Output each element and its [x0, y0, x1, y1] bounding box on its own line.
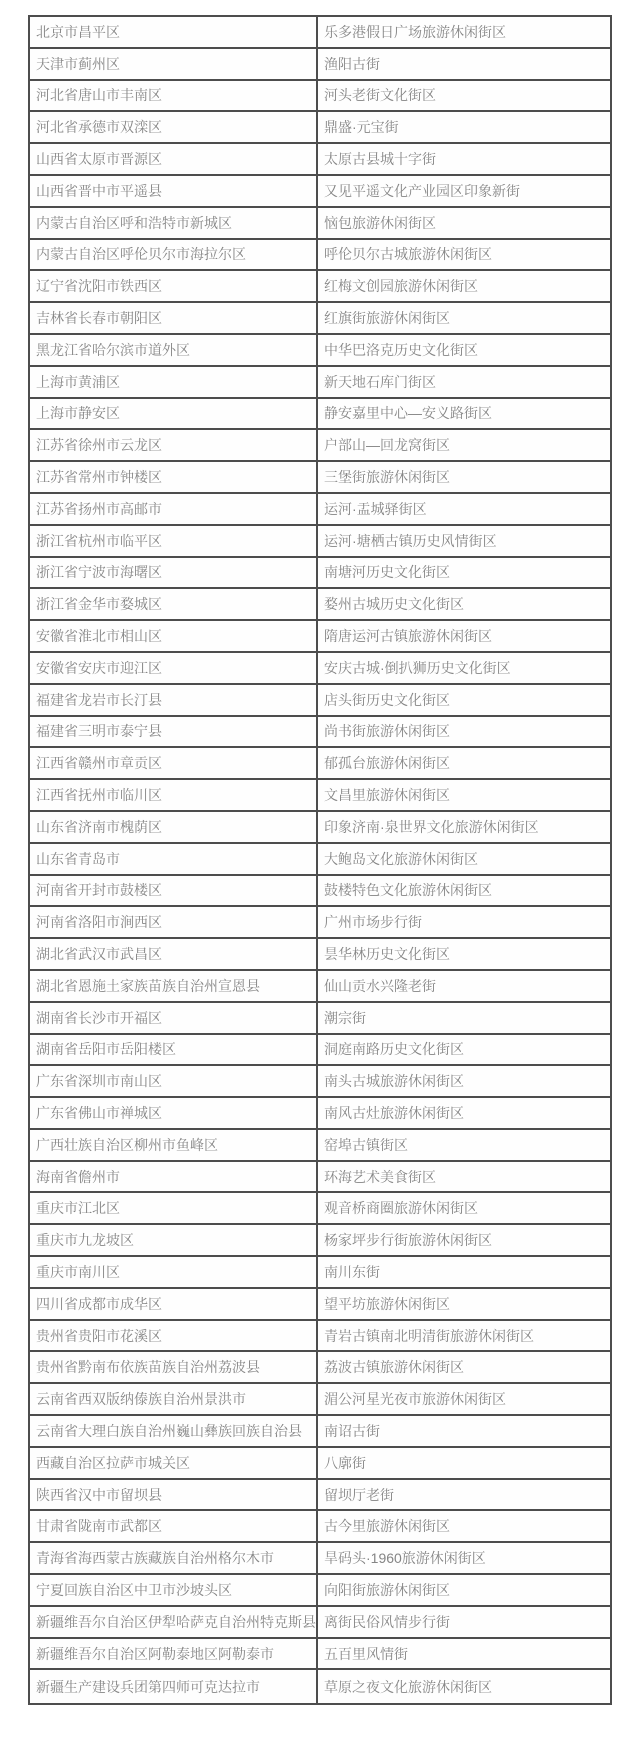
- table-row: [30, 1162, 610, 1194]
- region-cell: 贵州省黔南布依族苗族自治州荔波县: [30, 1352, 318, 1382]
- street-cell: 南头古城旅游休闲街区: [324, 1073, 464, 1090]
- region-cell: 贵州省贵阳市花溪区: [30, 1321, 318, 1351]
- street-cell: 河头老街文化街区: [324, 87, 436, 104]
- street-cell: 南塘河历史文化街区: [324, 564, 450, 581]
- table-row: [30, 844, 610, 876]
- table-row: [30, 907, 610, 939]
- street-cell: 望平坊旅游休闲街区: [324, 1295, 450, 1312]
- region-cell: 新疆维吾尔自治区伊犁哈萨克自治州特克斯县: [30, 1607, 318, 1637]
- region-cell: 海南省儋州市: [30, 1162, 318, 1192]
- region-cell: 陕西省汉中市留坝县: [30, 1480, 318, 1510]
- streets-table-body: [30, 17, 610, 1703]
- street-cell: 旱码头·1960旅游休闲街区: [324, 1550, 486, 1567]
- street-cell: 鼓楼特色文化旅游休闲街区: [324, 882, 492, 899]
- table-row: [30, 1480, 610, 1512]
- region-cell: 上海市黄浦区: [30, 367, 318, 397]
- street-cell: 尚书街旅游休闲街区: [324, 723, 450, 740]
- street-cell: 隋唐运河古镇旅游休闲街区: [324, 628, 492, 645]
- table-row: [30, 462, 610, 494]
- table-row: [30, 1257, 610, 1289]
- region-cell: 浙江省杭州市临平区: [30, 526, 318, 556]
- street-cell: 三堡街旅游休闲街区: [324, 469, 450, 486]
- street-cell: 文昌里旅游休闲街区: [324, 787, 450, 804]
- region-cell: 重庆市南川区: [30, 1257, 318, 1287]
- region-cell: 江西省赣州市章贡区: [30, 748, 318, 778]
- table-row: [30, 589, 610, 621]
- street-cell: 广州市场步行街: [324, 914, 422, 931]
- table-row: [30, 1448, 610, 1480]
- table-row: [30, 335, 610, 367]
- street-cell: 湄公河星光夜市旅游休闲街区: [324, 1391, 506, 1408]
- street-cell: 渔阳古街: [324, 55, 380, 72]
- table-row: [30, 1066, 610, 1098]
- table-row: [30, 1130, 610, 1162]
- region-cell: 湖南省长沙市开福区: [30, 1003, 318, 1033]
- region-cell: 湖南省岳阳市岳阳楼区: [30, 1035, 318, 1065]
- region-cell: 福建省龙岩市长汀县: [30, 685, 318, 715]
- street-cell: 八廓街: [324, 1454, 366, 1471]
- table-row: [30, 144, 610, 176]
- region-cell: 云南省西双版纳傣族自治州景洪市: [30, 1384, 318, 1414]
- street-cell: 观音桥商圈旅游休闲街区: [324, 1200, 478, 1217]
- region-cell: 新疆维吾尔自治区阿勒泰地区阿勒泰市: [30, 1639, 318, 1669]
- region-cell: 江苏省徐州市云龙区: [30, 430, 318, 460]
- table-row: [30, 1416, 610, 1448]
- street-cell: 新天地石库门街区: [324, 373, 436, 390]
- street-cell: 大鲍岛文化旅游休闲街区: [324, 850, 478, 867]
- street-cell: 静安嘉里中心—安义路街区: [324, 405, 492, 422]
- region-cell: 黑龙江省哈尔滨市道外区: [30, 335, 318, 365]
- region-cell: 江西省抚州市临川区: [30, 780, 318, 810]
- street-cell: 鼎盛·元宝街: [324, 119, 399, 136]
- table-row: [30, 685, 610, 717]
- street-cell: 环海艺术美食街区: [324, 1168, 436, 1185]
- street-cell: 婺州古城历史文化街区: [324, 596, 464, 613]
- table-row: [30, 1384, 610, 1416]
- street-cell: 南川东街: [324, 1263, 380, 1280]
- region-cell: 湖北省恩施土家族苗族自治州宣恩县: [30, 971, 318, 1001]
- region-cell: 吉林省长春市朝阳区: [30, 303, 318, 333]
- region-cell: 西藏自治区拉萨市城关区: [30, 1448, 318, 1478]
- region-cell: 浙江省宁波市海曙区: [30, 558, 318, 588]
- street-cell: 草原之夜文化旅游休闲街区: [324, 1678, 492, 1695]
- region-cell: 广西壮族自治区柳州市鱼峰区: [30, 1130, 318, 1160]
- region-cell: 江苏省常州市钟楼区: [30, 462, 318, 492]
- region-cell: 青海省海西蒙古族藏族自治州格尔木市: [30, 1543, 318, 1573]
- table-row: [30, 1511, 610, 1543]
- table-row: [30, 1543, 610, 1575]
- table-row: [30, 208, 610, 240]
- region-cell: 新疆生产建设兵团第四师可克达拉市: [30, 1670, 318, 1703]
- table-row: [30, 1035, 610, 1067]
- street-cell: 离街民俗风情步行街: [324, 1613, 450, 1630]
- region-cell: 内蒙古自治区呼和浩特市新城区: [30, 208, 318, 238]
- table-row: [30, 812, 610, 844]
- region-cell: 浙江省金华市婺城区: [30, 589, 318, 619]
- street-cell: 红梅文创园旅游休闲街区: [324, 278, 478, 295]
- street-cell: 荔波古镇旅游休闲街区: [324, 1359, 464, 1376]
- street-cell: 印象济南·泉世界文化旅游休闲街区: [324, 818, 539, 835]
- table-row: [30, 1289, 610, 1321]
- region-cell: 上海市静安区: [30, 399, 318, 429]
- table-row: [30, 1639, 610, 1671]
- street-cell: 南风古灶旅游休闲街区: [324, 1104, 464, 1121]
- street-cell: 运河·盂城驿街区: [324, 500, 427, 517]
- table-row: [30, 81, 610, 113]
- region-cell: 山东省青岛市: [30, 844, 318, 874]
- region-cell: 云南省大理白族自治州巍山彝族回族自治县: [30, 1416, 318, 1446]
- table-row: [30, 1607, 610, 1639]
- street-cell: 店头街历史文化街区: [324, 691, 450, 708]
- table-row: [30, 240, 610, 272]
- table-row: [30, 748, 610, 780]
- region-cell: 河南省开封市鼓楼区: [30, 876, 318, 906]
- street-cell: 仙山贡水兴隆老街: [324, 977, 436, 994]
- street-cell: 呼伦贝尔古城旅游休闲街区: [324, 246, 492, 263]
- region-cell: 江苏省扬州市高邮市: [30, 494, 318, 524]
- street-cell: 南诏古街: [324, 1422, 380, 1439]
- region-cell: 内蒙古自治区呼伦贝尔市海拉尔区: [30, 240, 318, 270]
- region-cell: 北京市昌平区: [30, 17, 318, 47]
- streets-table: [28, 15, 612, 1705]
- region-cell: 安徽省安庆市迎江区: [30, 653, 318, 683]
- table-row: [30, 876, 610, 908]
- region-cell: 重庆市江北区: [30, 1193, 318, 1223]
- street-cell: 户部山—回龙窝街区: [324, 437, 450, 454]
- region-cell: 河南省洛阳市涧西区: [30, 907, 318, 937]
- region-cell: 辽宁省沈阳市铁西区: [30, 271, 318, 301]
- table-row: [30, 558, 610, 590]
- region-cell: 四川省成都市成华区: [30, 1289, 318, 1319]
- street-cell: 窑埠古镇街区: [324, 1136, 408, 1153]
- table-row: [30, 939, 610, 971]
- street-cell: 乐多港假日广场旅游休闲街区: [324, 23, 506, 40]
- region-cell: 福建省三明市泰宁县: [30, 717, 318, 747]
- street-cell: 留坝厅老街: [324, 1486, 394, 1503]
- table-row: [30, 112, 610, 144]
- region-cell: 甘肃省陇南市武都区: [30, 1511, 318, 1541]
- street-cell: 红旗街旅游休闲街区: [324, 310, 450, 327]
- street-cell: 安庆古城·倒扒狮历史文化街区: [324, 659, 511, 676]
- region-cell: 山西省太原市晋源区: [30, 144, 318, 174]
- table-row: [30, 971, 610, 1003]
- street-cell: 中华巴洛克历史文化街区: [324, 341, 478, 358]
- table-row: [30, 621, 610, 653]
- table-row: [30, 1098, 610, 1130]
- table-row: [30, 49, 610, 81]
- region-cell: 广东省深圳市南山区: [30, 1066, 318, 1096]
- street-cell: 恼包旅游休闲街区: [324, 214, 436, 231]
- table-row: [30, 176, 610, 208]
- region-cell: 山西省晋中市平遥县: [30, 176, 318, 206]
- table-row: [30, 1321, 610, 1353]
- region-cell: 宁夏回族自治区中卫市沙坡头区: [30, 1575, 318, 1605]
- region-cell: 河北省唐山市丰南区: [30, 81, 318, 111]
- table-row: [30, 1352, 610, 1384]
- street-cell: 向阳街旅游休闲街区: [324, 1581, 450, 1598]
- street-cell: 郁孤台旅游休闲街区: [324, 755, 450, 772]
- street-cell: 洞庭南路历史文化街区: [324, 1041, 464, 1058]
- region-cell: 湖北省武汉市武昌区: [30, 939, 318, 969]
- table-row: [30, 717, 610, 749]
- street-cell: 潮宗街: [324, 1009, 366, 1026]
- street-cell: 运河·塘栖古镇历史风情街区: [324, 532, 497, 549]
- street-cell: 杨家坪步行街旅游休闲街区: [324, 1232, 492, 1249]
- table-row: [30, 653, 610, 685]
- table-row: [30, 526, 610, 558]
- street-cell: 古今里旅游休闲街区: [324, 1518, 450, 1535]
- table-row: [30, 17, 610, 49]
- table-row: [30, 430, 610, 462]
- table-row: [30, 399, 610, 431]
- region-cell: 山东省济南市槐荫区: [30, 812, 318, 842]
- table-row: [30, 1193, 610, 1225]
- region-cell: 安徽省淮北市相山区: [30, 621, 318, 651]
- table-row: [30, 303, 610, 335]
- table-row: [30, 494, 610, 526]
- table-row: [30, 1225, 610, 1257]
- street-cell: 又见平遥文化产业园区印象新街: [324, 182, 520, 199]
- region-cell: 广东省佛山市禅城区: [30, 1098, 318, 1128]
- region-cell: 河北省承德市双滦区: [30, 112, 318, 142]
- table-row: [30, 780, 610, 812]
- region-cell: 天津市蓟州区: [30, 49, 318, 79]
- table-row: [30, 271, 610, 303]
- street-cell: 青岩古镇南北明清街旅游休闲街区: [324, 1327, 534, 1344]
- table-row: [30, 367, 610, 399]
- street-cell: 五百里风情街: [324, 1645, 408, 1662]
- table-row: [30, 1003, 610, 1035]
- street-cell: 昙华林历史文化街区: [324, 946, 450, 962]
- region-cell: 重庆市九龙坡区: [30, 1225, 318, 1255]
- street-cell: 太原古县城十字街: [324, 151, 436, 168]
- table-row: [30, 1575, 610, 1607]
- table-row: [30, 1670, 610, 1703]
